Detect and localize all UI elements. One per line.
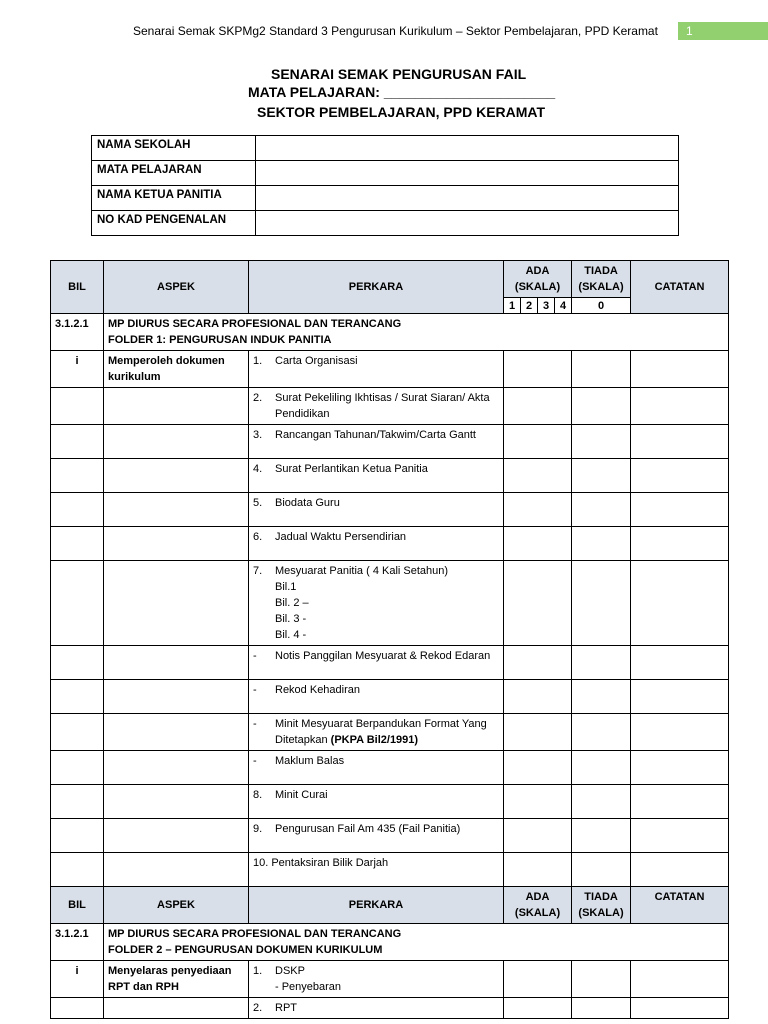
cell-tiada	[572, 646, 631, 680]
table-row	[51, 351, 729, 388]
row-perkara	[249, 425, 504, 459]
row-aspek	[104, 853, 249, 887]
info-value	[256, 186, 679, 211]
cell-catatan	[631, 751, 729, 785]
table-row	[51, 388, 729, 425]
cell-tiada	[572, 425, 631, 459]
row-bil	[51, 493, 104, 527]
item-number: 1.	[253, 355, 263, 367]
item-number: 2.	[253, 392, 263, 404]
cell-ada	[504, 351, 572, 388]
item-number: -	[253, 755, 257, 767]
cell-catatan	[631, 714, 729, 751]
section-row	[51, 924, 729, 961]
row-aspek	[104, 561, 249, 646]
cell-ada	[504, 819, 572, 853]
col-bil: BIL	[51, 887, 104, 924]
row-perkara	[249, 785, 504, 819]
item-text: Surat Perlantikan Ketua Panitia	[275, 463, 428, 475]
item-text: Surat Pekeliling Ikhtisas / Surat Siaran/ Akta Pendidikan	[275, 392, 490, 420]
table-row	[51, 751, 729, 785]
cell-ada	[504, 751, 572, 785]
cell-ada	[504, 459, 572, 493]
table-row	[51, 493, 729, 527]
row-bil	[51, 527, 104, 561]
row-bil	[51, 459, 104, 493]
col-ada	[504, 261, 572, 298]
ada-label: ADA	[525, 891, 550, 903]
cell-ada	[504, 961, 572, 998]
cell-ada	[504, 998, 572, 1019]
item-number: 4.	[253, 463, 263, 475]
info-row	[92, 161, 679, 186]
table-row	[51, 561, 729, 646]
section-code: 3.1.2.1	[51, 924, 104, 961]
header-text: Senarai Semak SKPMg2 Standard 3 Pengurusan Kurikulum – Sektor Pembelajaran, PPD Keramat	[133, 24, 658, 38]
info-value	[256, 136, 679, 161]
info-value	[256, 161, 679, 186]
table-row	[51, 425, 729, 459]
item-text: Mesyuarat Panitia ( 4 Kali Setahun)	[275, 565, 449, 577]
info-label: NAMA SEKOLAH	[92, 136, 256, 161]
row-perkara	[249, 751, 504, 785]
ada-sub: (SKALA)	[514, 907, 561, 919]
cell-catatan	[631, 785, 729, 819]
col-catatan: CATATAN	[631, 887, 729, 924]
cell-catatan	[631, 388, 729, 425]
scale-2: 2	[521, 298, 538, 314]
info-row	[92, 136, 679, 161]
row-perkara	[249, 527, 504, 561]
row-bil	[51, 561, 104, 646]
table-row	[51, 459, 729, 493]
row-aspek	[104, 388, 249, 425]
item-text: Maklum Balas	[275, 755, 345, 767]
cell-catatan	[631, 646, 729, 680]
item-number: 2.	[253, 1002, 263, 1014]
cell-ada	[504, 561, 572, 646]
cell-tiada	[572, 388, 631, 425]
col-catatan: CATATAN	[631, 261, 729, 314]
table-row	[51, 998, 729, 1019]
cell-tiada	[572, 527, 631, 561]
row-aspek	[104, 493, 249, 527]
section-title	[104, 924, 729, 961]
cell-ada	[504, 853, 572, 887]
cell-catatan	[631, 493, 729, 527]
row-perkara	[249, 561, 504, 646]
row-bil	[51, 998, 104, 1019]
cell-tiada	[572, 459, 631, 493]
meeting-sub-2: Bil. 2 –	[275, 597, 309, 609]
cell-tiada	[572, 819, 631, 853]
table-header-row	[51, 261, 729, 298]
ada-label: ADA	[525, 265, 550, 277]
meeting-sub-1: Bil.1	[275, 581, 297, 593]
scale-4: 4	[555, 298, 572, 314]
section-row	[51, 314, 729, 351]
row-perkara	[249, 998, 504, 1019]
scale-0: 0	[572, 298, 631, 314]
col-aspek: ASPEK	[104, 887, 249, 924]
item-text: Rekod Kehadiran	[275, 684, 361, 696]
cell-catatan	[631, 527, 729, 561]
table-row	[51, 527, 729, 561]
item-text: Biodata Guru	[275, 497, 340, 509]
table-row	[51, 853, 729, 887]
row-bil	[51, 819, 104, 853]
row-aspek	[104, 527, 249, 561]
section-line-1: MP DIURUS SECARA PROFESIONAL DAN TERANCANG	[108, 928, 402, 940]
cell-ada	[504, 714, 572, 751]
scale-1: 1	[504, 298, 521, 314]
tiada-label: TIADA	[584, 265, 618, 277]
row-aspek	[104, 819, 249, 853]
cell-catatan	[631, 998, 729, 1019]
col-perkara: PERKARA	[249, 261, 504, 314]
item-text: DSKP	[275, 965, 305, 977]
item-number: 7.	[253, 565, 263, 577]
title-line-1: SENARAI SEMAK PENGURUSAN FAIL	[271, 66, 527, 82]
col-tiada	[572, 887, 631, 924]
cell-catatan	[631, 819, 729, 853]
cell-ada	[504, 646, 572, 680]
col-perkara: PERKARA	[249, 887, 504, 924]
ada-sub: (SKALA)	[514, 281, 561, 293]
section-line-2: FOLDER 2 – PENGURUSAN DOKUMEN KURIKULUM	[108, 944, 383, 956]
title-line-2: MATA PELAJARAN: ______________________	[248, 84, 556, 100]
table-row	[51, 680, 729, 714]
row-aspek: Memperoleh dokumen kurikulum	[104, 351, 249, 388]
cell-tiada	[572, 493, 631, 527]
row-bil	[51, 751, 104, 785]
tiada-sub: (SKALA)	[578, 907, 624, 919]
cell-catatan	[631, 853, 729, 887]
row-perkara	[249, 351, 504, 388]
row-aspek	[104, 646, 249, 680]
checklist-table	[50, 260, 729, 1019]
item-number: 6.	[253, 531, 263, 543]
info-table	[91, 135, 679, 236]
scale-3: 3	[538, 298, 555, 314]
page-header	[0, 22, 768, 42]
item-number: -	[253, 684, 257, 696]
col-aspek: ASPEK	[104, 261, 249, 314]
cell-tiada	[572, 751, 631, 785]
info-label: MATA PELAJARAN	[92, 161, 256, 186]
info-row	[92, 211, 679, 236]
row-bil	[51, 425, 104, 459]
item-number: 1.	[253, 965, 263, 977]
item-sub: - Penyebaran	[275, 981, 342, 993]
col-ada	[504, 887, 572, 924]
row-aspek	[104, 425, 249, 459]
item-number: -	[253, 718, 257, 730]
cell-tiada	[572, 785, 631, 819]
cell-catatan	[631, 680, 729, 714]
item-number: 3.	[253, 429, 263, 441]
cell-catatan	[631, 425, 729, 459]
row-aspek	[104, 714, 249, 751]
cell-catatan	[631, 561, 729, 646]
item-number: 9.	[253, 823, 263, 835]
row-perkara	[249, 819, 504, 853]
table-row	[51, 819, 729, 853]
cell-ada	[504, 680, 572, 714]
cell-ada	[504, 527, 572, 561]
row-bil: i	[51, 961, 104, 998]
item-number: -	[253, 650, 257, 662]
row-perkara	[249, 714, 504, 751]
table-header-row-2	[51, 887, 729, 924]
table-row	[51, 714, 729, 751]
row-aspek	[104, 751, 249, 785]
item-text: Rancangan Tahunan/Takwim/Carta Gantt	[275, 429, 476, 441]
info-row	[92, 186, 679, 211]
info-value	[256, 211, 679, 236]
section-line-1: MP DIURUS SECARA PROFESIONAL DAN TERANCANG	[108, 318, 402, 330]
table-row	[51, 646, 729, 680]
cell-tiada	[572, 561, 631, 646]
table-row	[51, 961, 729, 998]
row-aspek	[104, 998, 249, 1019]
meeting-sub-4: Bil. 4 -	[275, 629, 307, 641]
col-tiada	[572, 261, 631, 298]
row-perkara	[249, 459, 504, 493]
item-number: 8.	[253, 789, 263, 801]
cell-catatan	[631, 961, 729, 998]
row-perkara	[249, 853, 504, 887]
row-bil	[51, 714, 104, 751]
cell-ada	[504, 425, 572, 459]
item-text: Notis Panggilan Mesyuarat & Rekod Edaran	[275, 650, 491, 662]
item-text: Carta Organisasi	[275, 355, 358, 367]
cell-tiada	[572, 351, 631, 388]
item-number: 5.	[253, 497, 263, 509]
page-number: 1	[678, 22, 768, 40]
tiada-sub: (SKALA)	[578, 281, 624, 293]
item-text: Jadual Waktu Persendirian	[275, 531, 407, 543]
item-text: Minit Curai	[275, 789, 328, 801]
row-aspek	[104, 680, 249, 714]
row-bil: i	[51, 351, 104, 388]
row-perkara	[249, 388, 504, 425]
section-title	[104, 314, 729, 351]
cell-catatan	[631, 459, 729, 493]
row-aspek	[104, 459, 249, 493]
col-bil: BIL	[51, 261, 104, 314]
section-line-2: FOLDER 1: PENGURUSAN INDUK PANITIA	[108, 334, 332, 346]
title-line-3: SEKTOR PEMBELAJARAN, PPD KERAMAT	[257, 104, 546, 120]
info-label: NO KAD PENGENALAN	[92, 211, 256, 236]
item-text-main: Minit Mesyuarat Berpandukan Format Yang Ditetapkan	[275, 718, 487, 746]
item-text	[275, 716, 499, 748]
cell-tiada	[572, 853, 631, 887]
row-perkara	[249, 646, 504, 680]
cell-tiada	[572, 680, 631, 714]
section-code: 3.1.2.1	[51, 314, 104, 351]
row-perkara	[249, 680, 504, 714]
row-bil	[51, 388, 104, 425]
row-bil	[51, 646, 104, 680]
row-aspek: Menyelaras penyediaan RPT dan RPH	[104, 961, 249, 998]
item-text: RPT	[275, 1002, 297, 1014]
row-bil	[51, 853, 104, 887]
item-text: Pengurusan Fail Am 435 (Fail Panitia)	[275, 823, 461, 835]
item-text: 10. Pentaksiran Bilik Darjah	[253, 857, 389, 869]
table-row	[51, 785, 729, 819]
row-bil	[51, 680, 104, 714]
meeting-sub-3: Bil. 3 -	[275, 613, 307, 625]
cell-catatan	[631, 351, 729, 388]
cell-ada	[504, 388, 572, 425]
row-aspek	[104, 785, 249, 819]
cell-ada	[504, 493, 572, 527]
cell-tiada	[572, 961, 631, 998]
cell-ada	[504, 785, 572, 819]
item-text-bold: (PKPA Bil2/1991)	[330, 734, 419, 746]
cell-tiada	[572, 998, 631, 1019]
info-label: NAMA KETUA PANITIA	[92, 186, 256, 211]
row-perkara	[249, 961, 504, 998]
tiada-label: TIADA	[584, 891, 618, 903]
row-perkara	[249, 493, 504, 527]
cell-tiada	[572, 714, 631, 751]
row-bil	[51, 785, 104, 819]
